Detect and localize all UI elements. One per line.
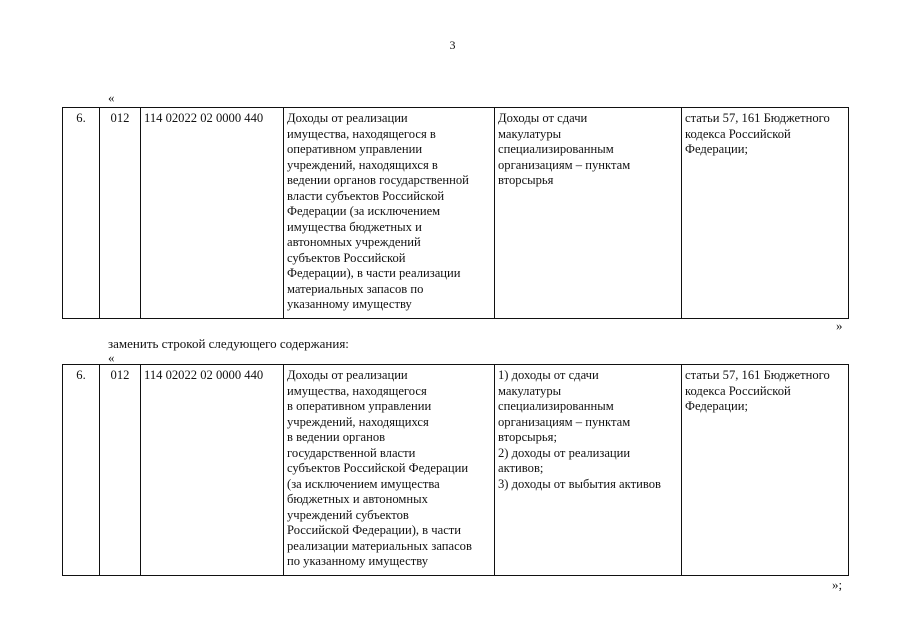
description-line: имущества, находящегося в <box>287 126 436 141</box>
description-line: в ведении органов <box>287 430 386 444</box>
detail-line: вторсырья; <box>498 430 557 444</box>
description-line: (за исключением имущества <box>287 476 440 491</box>
description-line: Федерации), в части реализации <box>287 266 461 280</box>
detail-line: 3) доходы от выбытия активов <box>498 476 661 491</box>
detail-line: макулатуры <box>498 383 562 398</box>
description-line: власти субъектов Российской <box>287 188 445 203</box>
description-line: субъектов Российской <box>287 250 406 265</box>
description-line: Доходы от реализации <box>287 368 408 382</box>
open-quote: « <box>108 350 115 365</box>
income-description <box>284 365 495 576</box>
detail-line: организациям – пунктам <box>498 157 631 172</box>
row-number: 6. <box>63 365 100 576</box>
detail-line: активов; <box>498 461 544 475</box>
basis-line: кодекса Российской <box>685 126 791 141</box>
page-number: 3 <box>449 38 456 52</box>
kbk-code: 114 02022 02 0000 440 <box>141 108 284 319</box>
description-line: учреждений субъектов <box>287 507 409 522</box>
close-quote-semicolon: »; <box>832 577 843 592</box>
basis-line: статьи 57, 161 Бюджетного <box>685 368 830 382</box>
open-quote: « <box>108 90 115 105</box>
description-line: Российской Федерации), в части <box>287 523 462 537</box>
description-line: имущества, находящегося <box>287 383 427 398</box>
description-line: бюджетных и автономных <box>287 492 428 506</box>
income-detail <box>495 365 682 576</box>
description-line: имущества бюджетных и <box>287 219 422 234</box>
detail-line: специализированным <box>498 399 614 413</box>
income-detail <box>495 108 682 319</box>
basis-line: Федерации; <box>685 142 748 156</box>
legal-basis <box>682 108 849 319</box>
detail-line: Доходы от сдачи <box>498 111 588 125</box>
description-line: Доходы от реализации <box>287 111 408 125</box>
description-line: оперативном управлении <box>287 142 423 156</box>
basis-line: кодекса Российской <box>685 383 791 398</box>
old-budget-row-table <box>62 107 849 319</box>
description-line: в оперативном управлении <box>287 399 432 413</box>
detail-line: 1) доходы от сдачи <box>498 368 599 382</box>
detail-line: специализированным <box>498 142 614 156</box>
basis-line: Федерации; <box>685 399 748 413</box>
detail-line: вторсырья <box>498 173 554 187</box>
description-line: указанному имуществу <box>287 297 412 311</box>
kbk-code: 114 02022 02 0000 440 <box>141 365 284 576</box>
new-budget-row-table <box>62 364 849 576</box>
description-line: материальных запасов по <box>287 281 424 296</box>
description-line: учреждений, находящихся <box>287 414 429 429</box>
description-line: автономных учреждений <box>287 235 421 249</box>
description-line: реализации материальных запасов <box>287 538 472 553</box>
detail-line: организациям – пунктам <box>498 414 631 429</box>
replace-instruction: заменить строкой следующего содержания: <box>108 336 349 351</box>
detail-line: 2) доходы от реализации <box>498 445 631 460</box>
admin-code: 012 <box>100 365 141 576</box>
table-row <box>63 365 849 576</box>
description-line: ведении органов государственной <box>287 173 469 187</box>
description-line: субъектов Российской Федерации <box>287 461 469 475</box>
income-description <box>284 108 495 319</box>
admin-code: 012 <box>100 108 141 319</box>
detail-line: макулатуры <box>498 126 562 141</box>
description-line: Федерации (за исключением <box>287 204 441 218</box>
table-row <box>63 108 849 319</box>
description-line: учреждений, находящихся в <box>287 157 438 172</box>
close-quote: » <box>836 318 843 333</box>
row-number: 6. <box>63 108 100 319</box>
legal-basis <box>682 365 849 576</box>
description-line: государственной власти <box>287 445 416 460</box>
description-line: по указанному имуществу <box>287 554 429 568</box>
basis-line: статьи 57, 161 Бюджетного <box>685 111 830 125</box>
